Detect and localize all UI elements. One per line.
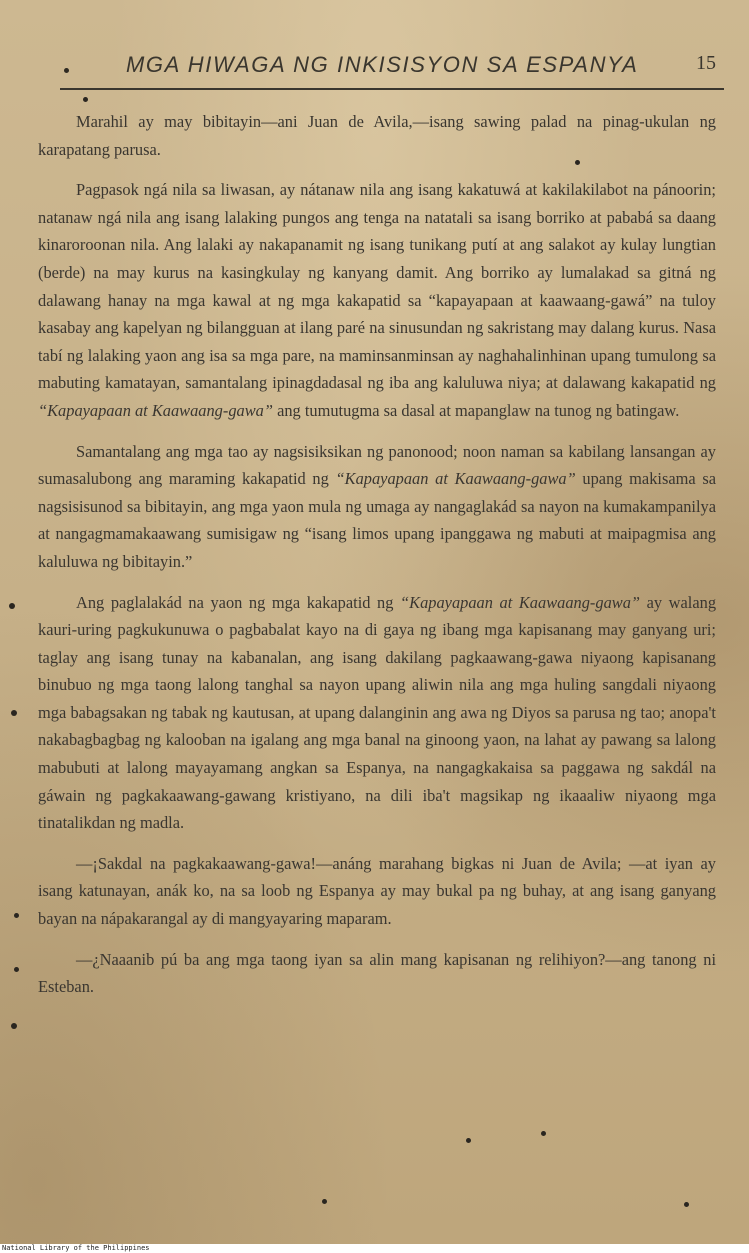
header-bullet: [64, 68, 69, 73]
paragraph-3-text-a: Samantalang ang mga tao ay nagsisiksikan ng panonood; noon naman sa kabilang lansangan ay sumasalubong ang maraming kakapatid ng: [38, 441, 716, 489]
paragraph-4-text-b: ay walang kauri-uring pagkukunuwa o pagbabalat kayo na di gaya ng ibang mga kapisanang may ganyang uri; taglay ang isang tunay na kabanalan, ang isang dakilang pagkaawang-gawa niyaong kapisanang binubuo ng mga taong lalong tanghal sa nayon upang aliwin nila ang mga huling sangdali niyaong mga babagsakan ng tabak ng kautusan, at upang dalanginin ang awa ng Diyos sa parusa ng tao; anopa't nakabagbagbag ng kalooban na igalang ang mga banal na ginoong yaon, na lahat ay pawang sa lalong mabubuti at lalong mayayamang angkan sa Espanya, na nangagkakaisa sa paggawa ng sakdál na gáwain ng pagkakaawang-gawang kristiyano, na dili iba't magsikap ng ikaaaliw niyaong mga tinatalikdan ng madla.: [38, 592, 717, 833]
running-title: MGA HIWAGA NG INKISISYON SA ESPANYA: [126, 52, 639, 77]
ink-speck: [11, 710, 17, 716]
paragraph-3-text-b: upang makisama sa nagsisisunod sa bibitayin, ang mga yaon mula ng umaga ay nangaglakád sa nayon na kumakampanilya at nangagmamakaawang sumisigaw ng “isang limos upang ipanggawa ng mabuti at maipagmisa ang kaluluwa ng bibitayin.”: [38, 469, 716, 571]
paragraph-6: [38, 946, 716, 1001]
paragraph-4-text-a: Ang paglalakád na yaon ng mga kakapatid ng: [76, 592, 401, 612]
paragraph-5: [38, 850, 716, 933]
ink-speck: [466, 1138, 471, 1143]
paragraph-2-text-a: Pagpasok ngá nila sa liwasan, ay nátanaw nila ang isang kakatuwá at kakilakilabot na pánoorin; natanaw ngá nila ang isang lalaking pungos ang tenga na natatali sa isang borriko at pababá sa daang kinaroroonan nila. Ang lalaki ay nakapanamit ng isang tunikang putí at ang salakot ay kulay lungtian (berde) na may kurus na kasingkulay ng kanyang damit. Ang borriko ay lumalakad sa gitná ng dalawang hanay na mga kawal at ng mga kakapatid sa “kapayapaan at kaawaang-gawá” na tuloy kasabay ang kapelyan ng bilangguan at ilang paré na sinusundan ng sakristang may dalang kurus. Nasa tabí ng lalaking yaon ang isa sa mga pare, na maminsanminsan ay naghahalinhinan upang tumulong sa mabuting kamatayan, samantalang ipinagdadasal ng iba ang kaluluwa niya; at dalawang kakapatid ng: [38, 180, 716, 393]
footer-credit: National Library of the Philippines: [2, 1244, 150, 1252]
paragraph-6-text: —¿Naaanib pú ba ang mga taong iyan sa alin mang kapisanan ng relihiyon?—ang tanong ni Esteban.: [38, 949, 716, 997]
ink-speck: [9, 603, 15, 609]
footer: [0, 1244, 749, 1253]
ink-speck: [11, 1023, 17, 1029]
paragraph-2: [38, 176, 716, 424]
paragraph-3-italic: “Kapayapaan at Kaawaang-gawa”: [335, 469, 576, 489]
paragraph-4: [38, 589, 716, 837]
paragraph-2-text-b: ang tumutugma sa dasal at mapanglaw na tunog ng batingaw.: [272, 400, 680, 420]
ink-speck: [322, 1199, 327, 1204]
paragraph-5-text: —¡Sakdal na pagkakaawang-gawa!—anáng marahang bigkas ni Juan de Avila; —at iyan ay isang katunayan, anák ko, na sa loob ng Espanya ay may bukal pa ng buhay, at ang isang ganyang bayan na nápakarangal ay di mangyayaring maparam.: [38, 853, 716, 929]
paragraph-2-italic: “Kapayapaan at Kaawaang-gawa”: [38, 400, 273, 420]
paragraph-4-italic: “Kapayapaan at Kaawaang-gawa”: [400, 592, 641, 612]
header-rule: [60, 88, 724, 90]
ink-speck: [684, 1202, 689, 1207]
page-number: 15: [696, 52, 716, 74]
ink-speck: [541, 1131, 546, 1136]
page-header: [0, 48, 749, 88]
paragraph-1: [38, 108, 716, 163]
ink-speck: [83, 97, 88, 102]
ink-speck: [14, 913, 19, 918]
ink-speck: [14, 967, 19, 972]
paragraph-1-text: Marahil ay may bibitayin—ani Juan de Avila,—isang sawing palad na pinag-ukulan ng karapatang parusa.: [38, 112, 716, 159]
body-text: [38, 108, 716, 1014]
ink-speck: [575, 160, 580, 165]
paragraph-3: [38, 438, 716, 576]
